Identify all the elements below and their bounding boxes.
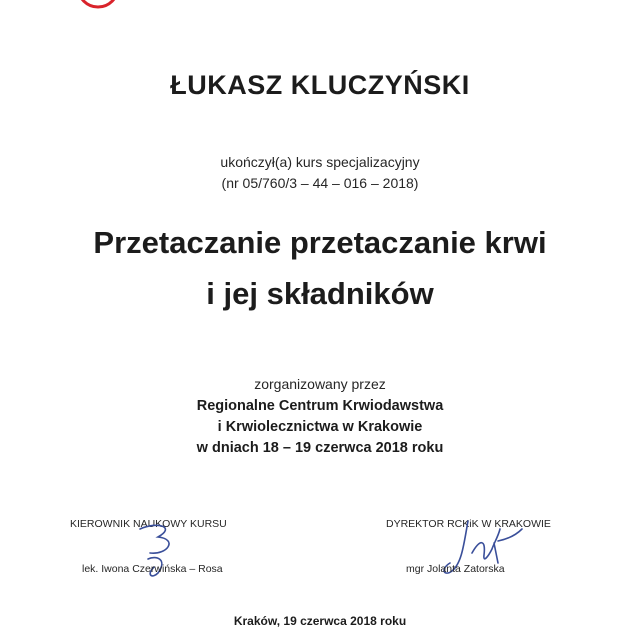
left-signatory-name: lek. Iwona Czerwińska – Rosa [82, 563, 223, 575]
organizer-line-2: i Krwiolecznictwa w Krakowie [217, 419, 423, 435]
recipient-name: ŁUKASZ KLUCZYŃSKI [170, 70, 470, 100]
logo-icon [75, 0, 121, 10]
organized-by-text: zorganizowany przez [254, 376, 386, 392]
course-title-line-2: i jej składników [206, 276, 434, 311]
course-number: (nr 05/760/3 – 44 – 016 – 2018) [221, 175, 419, 191]
organizer-line-1: Regionalne Centrum Krwiodawstwa [196, 398, 444, 414]
place-and-date: Kraków, 19 czerwca 2018 roku [233, 614, 407, 628]
right-signatory-role: DYREKTOR RCKiK W KRAKOWIE [386, 518, 551, 530]
completed-course-text: ukończył(a) kurs specjalizacyjny [220, 154, 420, 170]
course-dates: w dniach 18 – 19 czerwca 2018 roku [196, 440, 444, 456]
right-signatory-name: mgr Jolanta Zatorska [406, 563, 505, 575]
left-signatory-role: KIEROWNIK NAUKOWY KURSU [70, 518, 227, 530]
course-title-line-1: Przetaczanie przetaczanie krwi [93, 225, 547, 260]
